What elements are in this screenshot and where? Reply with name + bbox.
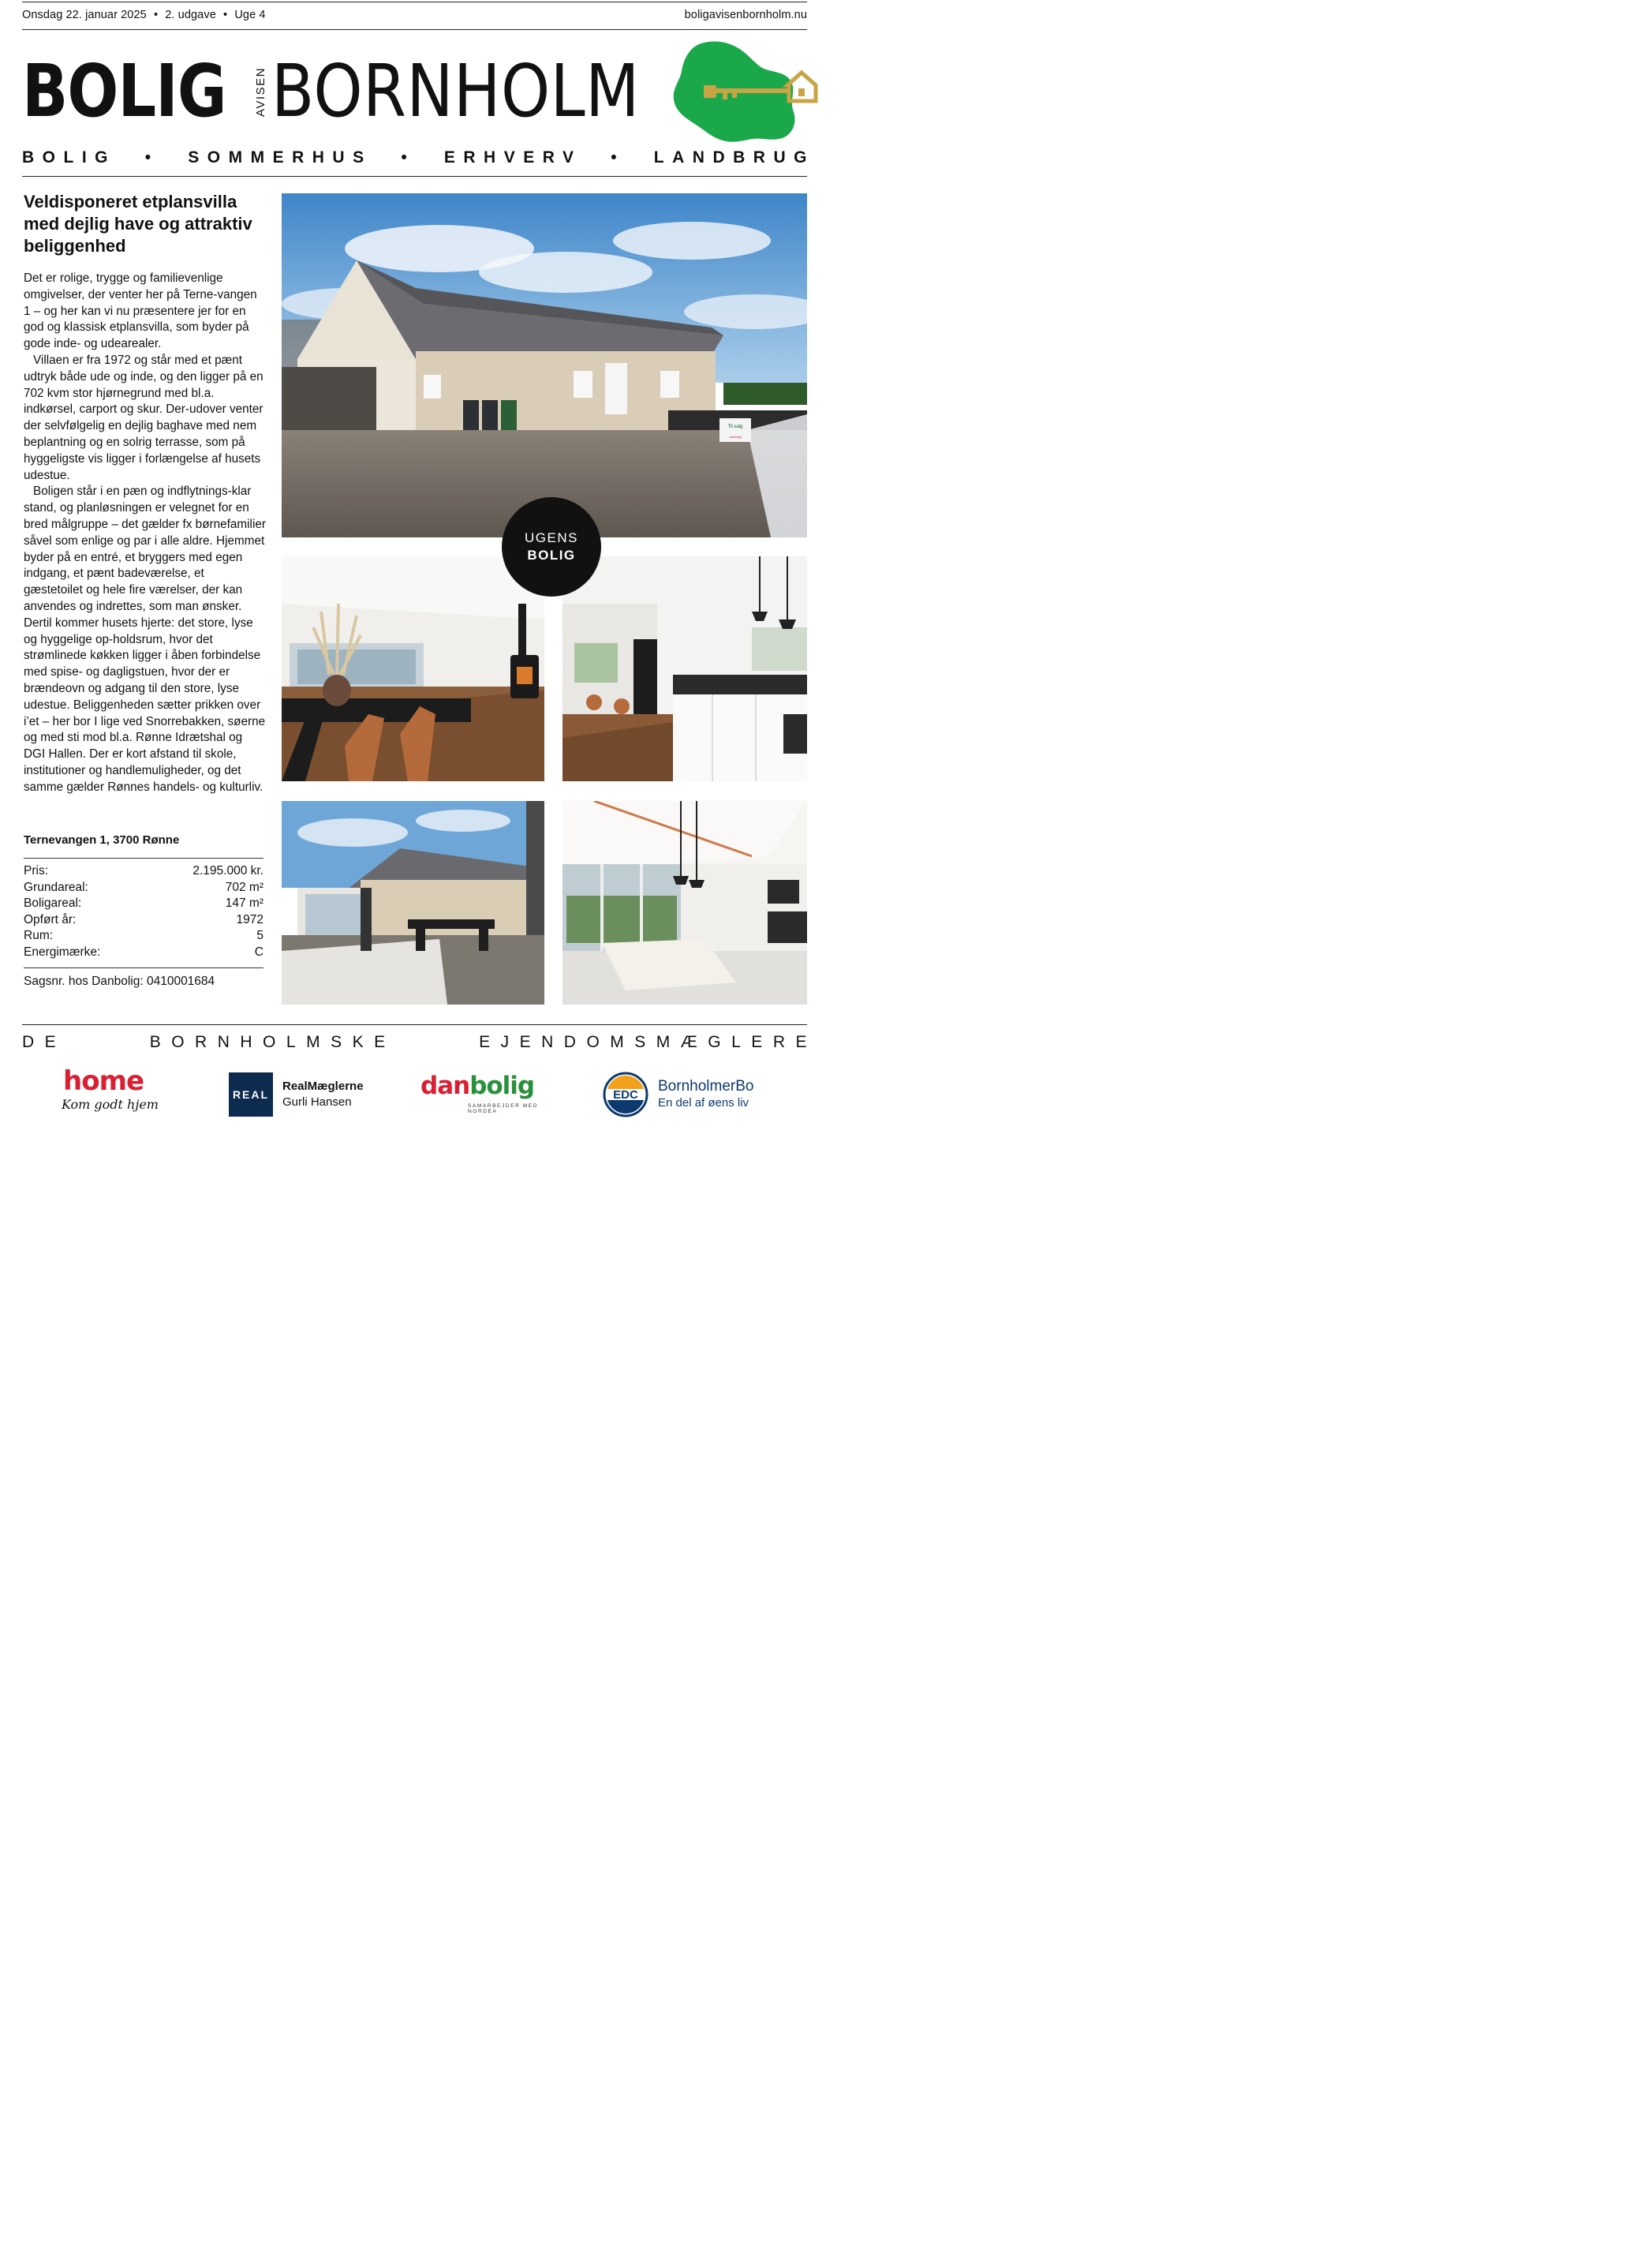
for-sale-sign-brand: danbolig — [729, 435, 742, 439]
fact-row-energy-label — [24, 945, 263, 961]
footer-title — [22, 1033, 817, 1052]
issue-edition: 2. udgave — [165, 9, 216, 21]
footer-word-bornholmske: BORNHOLMSKE — [149, 1033, 396, 1051]
for-sale-sign-text: Til salg — [727, 425, 743, 429]
separator-dot: • — [153, 9, 159, 21]
issue-week: Uge 4 — [234, 9, 266, 21]
issue-info-bar — [22, 7, 807, 23]
fact-label: Opført år: — [24, 912, 77, 926]
masthead-bornholm: BORNHOLM — [271, 49, 640, 133]
fact-value: 702 m² — [225, 880, 263, 894]
separator-dot: • — [611, 148, 626, 167]
badge-line-2: BOLIG — [527, 548, 576, 563]
issue-date: Onsdag 22. januar 2025 — [22, 9, 147, 21]
footer-word-ejendomsmaeglere: EJENDOMSMÆGLERE — [479, 1033, 817, 1051]
edc-logo-text — [658, 1078, 753, 1111]
photo-conservatory[interactable] — [563, 801, 807, 1005]
property-address: Ternevangen 1, 3700 Rønne — [24, 833, 180, 847]
section-landbrug: LANDBRUG — [653, 148, 815, 167]
property-facts — [24, 863, 263, 961]
article-body — [24, 271, 266, 796]
fact-label: Pris: — [24, 864, 48, 878]
article-headline: Veldisponeret etplansvilla med dejlig have og attraktiv beliggenhed — [24, 192, 252, 256]
edc-logo-name: BornholmerBo — [658, 1078, 754, 1095]
section-bolig: BOLIG — [22, 148, 116, 167]
issue-info — [22, 9, 266, 21]
facts-top-rule — [24, 858, 263, 859]
realmaeglerne-broker-logo[interactable] — [229, 1067, 387, 1122]
edc-logo-tagline: En del af øens liv — [658, 1096, 749, 1110]
photo-exterior-front[interactable] — [282, 193, 807, 537]
header-rule — [22, 29, 807, 30]
edc-circle-icon — [603, 1072, 648, 1117]
masthead — [22, 46, 811, 148]
home-broker-logo[interactable] — [62, 1067, 164, 1122]
footer-word-de: DE — [22, 1033, 67, 1051]
article-paragraph: Villaen er fra 1972 og står med et pænt udtryk både ude og inde, og den ligger på en 702 kvm stor hjørnegrund med bl.a. indkørsel, carport og skur. Der-udover venter der selvfølgelig en dejlig baghave med nem beplantning og en solrig terrasse, som på hyggeligste vis ligger i forlængelse af husets udestue. — [24, 353, 263, 482]
article-paragraph: Det er rolige, trygge og familievenlige omgivelser, der venter her på Terne-vangen 1 – og her kan vi nu præsentere jer for en god og klassisk etplansvilla, som byder på gode inde- og udearealer. — [24, 271, 257, 351]
fact-row-rooms — [24, 928, 263, 945]
fact-value: 1972 — [236, 912, 263, 926]
danbolig-logo-text — [420, 1070, 547, 1102]
edc-bornholmerbo-broker-logo[interactable] — [603, 1067, 784, 1122]
badge-line-1: UGENS — [525, 530, 578, 545]
danbolig-logo-part-dan: dan — [420, 1072, 470, 1100]
fact-value: 2.195.000 kr. — [192, 864, 263, 878]
masthead-bolig: BOLIG — [22, 49, 226, 133]
section-sommerhus: SOMMERHUS — [188, 148, 372, 167]
fact-row-price — [24, 863, 263, 880]
facts-bottom-rule — [24, 967, 263, 968]
home-logo-tagline: Kom godt hjem — [62, 1097, 159, 1112]
real-logo-name: RealMæglerne — [282, 1080, 364, 1093]
website-link[interactable]: boligavisenbornholm.nu — [684, 9, 807, 21]
section-erhverv: ERHVERV — [443, 148, 582, 167]
photo-living-room[interactable] — [282, 556, 544, 781]
fact-row-year-built — [24, 912, 263, 929]
separator-dot: • — [223, 9, 228, 21]
fact-value: C — [254, 945, 263, 959]
photo-back-garden[interactable] — [282, 801, 544, 1005]
weekly-home-badge — [502, 497, 601, 597]
footer-rule — [22, 1024, 807, 1025]
bornholm-island-key-house-icon — [671, 38, 820, 144]
real-logo-text — [282, 1079, 364, 1110]
fact-label: Boligareal: — [24, 896, 82, 911]
section-categories — [22, 146, 815, 170]
fact-value: 5 — [256, 929, 263, 943]
broker-logos — [0, 1067, 826, 1122]
danbolig-broker-logo[interactable] — [420, 1067, 547, 1122]
sections-rule — [22, 176, 807, 177]
article — [24, 191, 266, 796]
home-logo-text: home — [63, 1065, 144, 1097]
photo-kitchen[interactable] — [563, 556, 807, 781]
fact-row-living-area — [24, 896, 263, 912]
masthead-avisen: AVISEN — [254, 67, 267, 117]
separator-dot: • — [144, 148, 159, 167]
fact-value: 147 m² — [225, 896, 263, 911]
separator-dot: • — [401, 148, 416, 167]
fact-label: Energimærke: — [24, 945, 101, 959]
case-number: Sagsnr. hos Danbolig: 0410001684 — [24, 975, 215, 988]
danbolig-logo-tagline: SAMARBEJDER MED NORDEA — [468, 1103, 539, 1114]
article-paragraph: Boligen står i en pæn og indflytnings-klar stand, og planløsningen er velegnet for en bred målgruppe – det gælder fx børnefamilier såvel som enlige og par i alle aldre. Hjemmet byder på en entré, et bryggers med egen indgang, et pænt badeværelse, et gæstetoilet og hele fire værelser, der kan anvendes og indrettes, som man ønsker. Dertil kommer husets hjerte: det store, lyse og hyggelige op-holdsrum, hvor det strømlinede køkken ligger i åben forbindelse med spise- og dagligstuen, hvor der er brændeovn og adgang til den store, lyse udestue. Beliggenheden sætter prikken over i’et – her bor I lige ved Snorrebakken, søerne og med sti mod bl.a. Rønne Idrætshal og DGI Hallen. Der er kort afstand til skole, institutioner og handlemuligheder, og det samme gælder Rønnes handels- og kulturliv. — [24, 485, 266, 794]
real-logo-sub: Gurli Hansen — [282, 1095, 352, 1109]
fact-label: Grundareal: — [24, 880, 88, 894]
danbolig-logo-part-bolig: bolig — [469, 1072, 535, 1100]
real-logo-box: REAL — [229, 1072, 273, 1117]
edc-badge-text: EDC — [613, 1088, 638, 1102]
fact-row-plot-area — [24, 880, 263, 896]
fact-label: Rum: — [24, 929, 54, 943]
